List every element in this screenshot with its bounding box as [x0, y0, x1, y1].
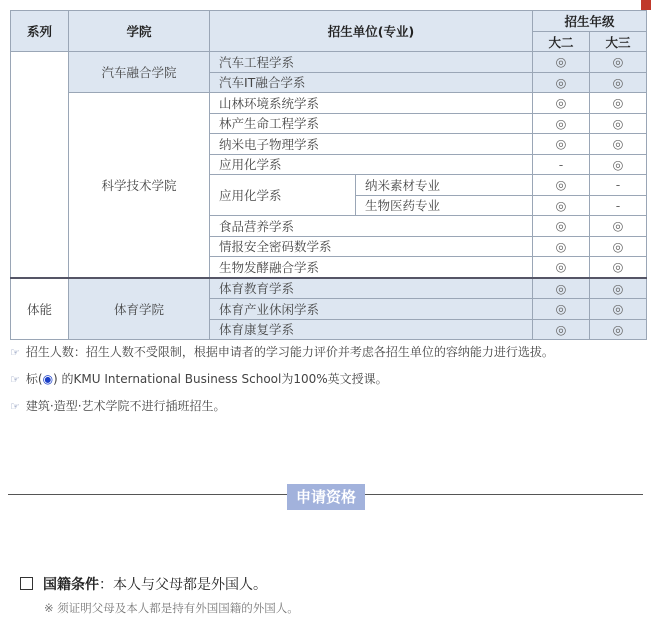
dept-cell: 体育康复学系 — [210, 319, 533, 340]
note-quota-text: 招生人数：招生人数不受限制，根据申请者的学习能力评价并考虑各招生单位的容纳能力进行选拔。 — [25, 345, 554, 359]
dept-cell: 体育产业休闲学系 — [210, 299, 533, 320]
note-english-post: ) 的KMU International Business School为100%英文授课。 — [53, 372, 388, 386]
english-mark-icon: ◉ — [42, 372, 54, 386]
admission-table — [10, 10, 647, 340]
year2-mark: ◎ — [533, 93, 590, 114]
pointing-hand-icon: ☞ — [10, 400, 20, 413]
note-architecture — [10, 397, 226, 414]
year2-mark: ◎ — [533, 236, 590, 257]
year2-mark: ◎ — [533, 134, 590, 155]
college-auto: 汽车融合学院 — [69, 52, 210, 93]
condition-note: ※ 须证明父母及本人都是持有外国国籍的外国人。 — [44, 601, 299, 615]
major-cell: 生物医药专业 — [356, 195, 533, 216]
note-quota — [10, 343, 554, 360]
year3-mark: ◎ — [590, 299, 647, 320]
dept-cell: 应用化学系 — [210, 175, 356, 216]
year3-mark: ◎ — [590, 52, 647, 73]
dept-cell: 汽车工程学系 — [210, 52, 533, 73]
dept-cell: 应用化学系 — [210, 154, 533, 175]
checkbox-icon — [20, 577, 33, 590]
header-college: 学院 — [69, 11, 210, 52]
year3-mark: ◎ — [590, 257, 647, 278]
year2-mark: - — [533, 154, 590, 175]
header-unit: 招生单位(专业) — [210, 11, 533, 52]
year2-mark: ◎ — [533, 113, 590, 134]
dept-cell: 山林环境系统学系 — [210, 93, 533, 114]
year3-mark: ◎ — [590, 72, 647, 93]
section-title: 申请资格 — [287, 484, 365, 510]
year3-mark: ◎ — [590, 216, 647, 237]
dept-cell: 林产生命工程学系 — [210, 113, 533, 134]
note-english-pre: 标( — [25, 372, 43, 386]
year2-mark: ◎ — [533, 195, 590, 216]
year3-mark: - — [590, 195, 647, 216]
note-architecture-text: 建筑·造型·艺术学院不进行插班招生。 — [25, 399, 226, 413]
table-row — [11, 93, 647, 114]
condition-label: 国籍条件 — [43, 577, 99, 593]
year3-mark: ◎ — [590, 113, 647, 134]
dept-cell: 生物发酵融合学系 — [210, 257, 533, 278]
year3-mark: ◎ — [590, 93, 647, 114]
condition-text: ：本人与父母都是外国人。 — [99, 577, 267, 593]
college-sport: 体育学院 — [69, 278, 210, 340]
pointing-hand-icon: ☞ — [10, 346, 20, 359]
series-sports: 体能 — [11, 278, 69, 340]
year2-mark: ◎ — [533, 257, 590, 278]
year3-mark: - — [590, 175, 647, 196]
corner-decoration — [641, 0, 651, 10]
year3-mark: ◎ — [590, 319, 647, 340]
table-row — [11, 52, 647, 73]
dept-cell: 汽车IT融合学系 — [210, 72, 533, 93]
dept-cell: 体育教育学系 — [210, 278, 533, 299]
year2-mark: ◎ — [533, 278, 590, 299]
year2-mark: ◎ — [533, 319, 590, 340]
series-cell-empty — [11, 52, 69, 278]
year2-mark: ◎ — [533, 175, 590, 196]
note-english — [10, 370, 388, 387]
header-series: 系列 — [11, 11, 69, 52]
table-row — [11, 278, 647, 299]
year2-mark: ◎ — [533, 216, 590, 237]
nationality-condition — [20, 574, 267, 594]
header-year3: 大三 — [590, 32, 647, 52]
major-cell: 纳米素材专业 — [356, 175, 533, 196]
year2-mark: ◎ — [533, 52, 590, 73]
year2-mark: ◎ — [533, 72, 590, 93]
header-grade: 招生年级 — [533, 11, 647, 32]
year3-mark: ◎ — [590, 236, 647, 257]
year3-mark: ◎ — [590, 134, 647, 155]
year2-mark: ◎ — [533, 299, 590, 320]
dept-cell: 食品营养学系 — [210, 216, 533, 237]
year3-mark: ◎ — [590, 278, 647, 299]
header-year2: 大二 — [533, 32, 590, 52]
pointing-hand-icon: ☞ — [10, 373, 20, 386]
year3-mark: ◎ — [590, 154, 647, 175]
college-sci: 科学技术学院 — [69, 93, 210, 278]
dept-cell: 情报安全密码数学系 — [210, 236, 533, 257]
dept-cell: 纳米电子物理学系 — [210, 134, 533, 155]
